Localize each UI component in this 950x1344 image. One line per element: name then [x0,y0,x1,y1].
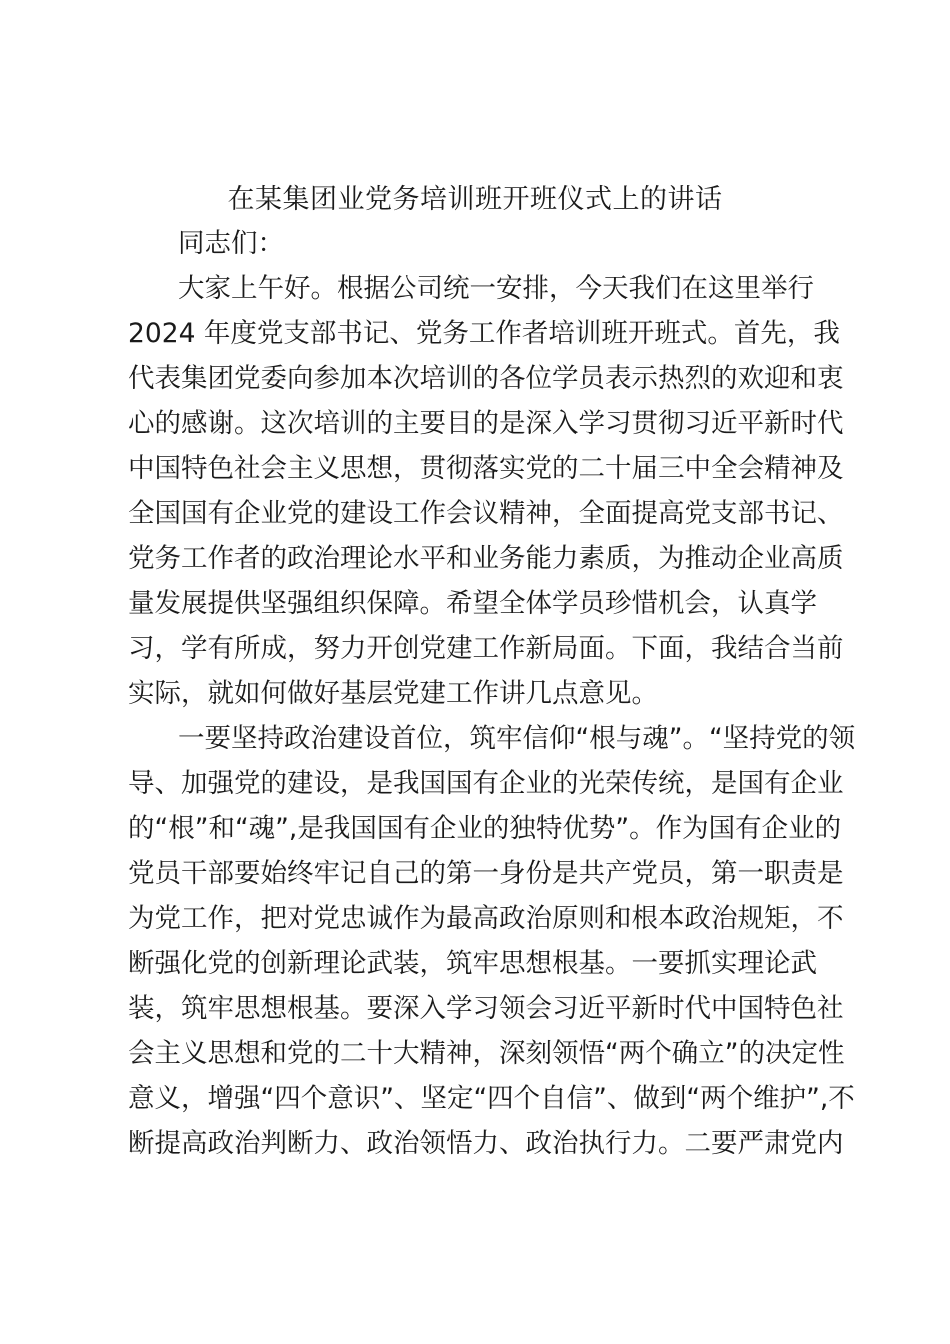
text-line: 断提高政治判断力、政治领悟力、政治执行力。二要严肃党内 [128,1128,844,1159]
text-line: 断强化党的创新理论武装，筑牢思想根基。一要抓实理论武 [128,948,817,979]
text-line: 为党工作，把对党忠诚作为最高政治原则和根本政治规矩，不 [128,903,844,934]
text-line: 量发展提供坚强组织保障。希望全体学员珍惜机会，认真学 [128,588,817,619]
text-line: 党务工作者的政治理论水平和业务能力素质，为推动企业高质 [128,543,844,574]
text-line: 心的感谢。这次培训的主要目的是深入学习贯彻习近平新时代 [128,408,844,439]
text-line: 代表集团党委向参加本次培训的各位学员表示热烈的欢迎和衷 [128,363,844,394]
text-line: 实际，就如何做好基层党建工作讲几点意见。 [128,678,658,709]
text-line: 导、加强党的建设，是我国国有企业的光荣传统，是国有企业 [128,768,844,799]
text-line: 一要坚持政治建设首位，筑牢信仰“根与魂”。“坚持党的领 [178,723,856,754]
text-line: 意义，增强“四个意识”、坚定“四个自信”、做到“两个维护”,不 [128,1083,855,1114]
text-line: 装，筑牢思想根基。要深入学习领会习近平新时代中国特色社 [128,993,844,1024]
text-line: 中国特色社会主义思想，贯彻落实党的二十届三中全会精神及 [128,453,844,484]
text-line: 党员干部要始终牢记自己的第一身份是共产党员，第一职责是 [128,858,844,889]
text-line: 习，学有所成，努力开创党建工作新局面。下面，我结合当前 [128,633,844,664]
text-line: 大家上午好。根据公司统一安排，今天我们在这里举行 [178,273,814,304]
text-line: 2024 年度党支部书记、党务工作者培训班开班式。首先，我 [128,318,840,349]
salutation: 同志们： [178,228,284,259]
text-line: 全国国有企业党的建设工作会议精神，全面提高党支部书记、 [128,498,844,529]
document-title: 在某集团业党务培训班开班仪式上的讲话 [227,184,723,215]
text-line: 的“根”和“魂”,是我国国有企业的独特优势”。作为国有企业的 [128,813,842,844]
text-line: 会主义思想和党的二十大精神，深刻领悟“两个确立”的决定性 [128,1038,845,1069]
